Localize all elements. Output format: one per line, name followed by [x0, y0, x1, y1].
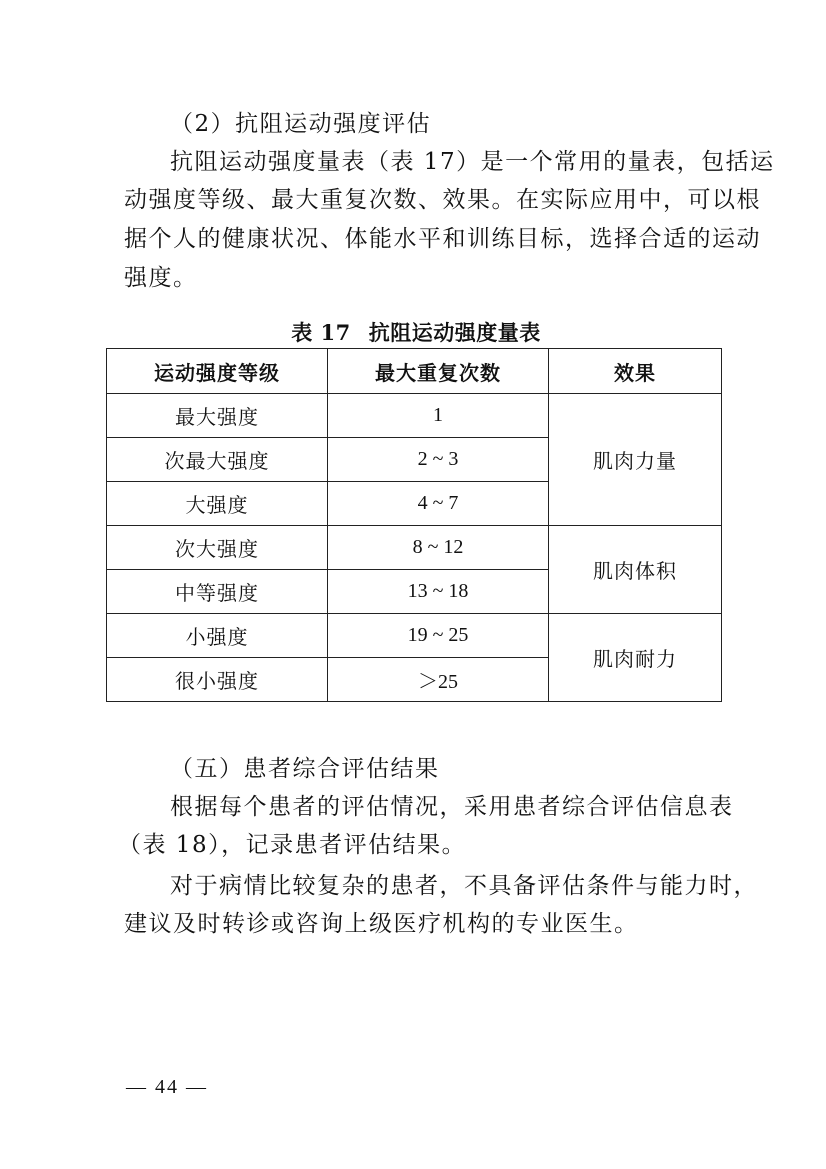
intensity-level-cell: 中等强度 [107, 570, 328, 614]
paragraph-line: 建议及时转诊或咨询上级医疗机构的专业医生。 [124, 911, 639, 937]
max-reps-cell: 13 ~ 18 [328, 570, 549, 614]
intensity-level-cell: 很小强度 [107, 658, 328, 702]
effect-cell: 肌肉耐力 [549, 614, 722, 702]
paragraph-line: 根据每个患者的评估情况，采用患者综合评估信息表 [170, 794, 734, 820]
paragraph-line: 抗阻运动强度量表（表 17）是一个常用的量表，包括运 [170, 149, 775, 175]
intensity-level-cell: 次大强度 [107, 526, 328, 570]
section-heading: （五）患者综合评估结果 [170, 756, 440, 782]
table-caption-label: 表 17 [291, 320, 351, 345]
header-intensity-level: 运动强度等级 [107, 349, 328, 394]
paragraph-line: 对于病情比较复杂的患者，不具备评估条件与能力时， [170, 873, 758, 899]
header-max-reps: 最大重复次数 [328, 349, 549, 394]
resistance-intensity-table [106, 348, 722, 702]
paragraph-line: （表 18），记录患者评估结果。 [118, 832, 467, 858]
effect-cell: 肌肉体积 [549, 526, 722, 614]
table-row [107, 526, 722, 570]
paragraph-line: 据个人的健康状况、体能水平和训练目标，选择合适的运动 [124, 226, 761, 252]
table-header-row [107, 349, 722, 394]
table-caption-title: 抗阻运动强度量表 [368, 320, 541, 345]
max-reps-cell: ＞25 [328, 658, 549, 702]
paragraph-line: 强度。 [124, 265, 198, 291]
max-reps-cell: 2 ~ 3 [328, 438, 549, 482]
effect-cell: 肌肉力量 [549, 394, 722, 526]
table-row [107, 614, 722, 658]
table-caption [0, 318, 826, 348]
max-reps-cell: 19 ~ 25 [328, 614, 549, 658]
section-heading: （2）抗阻运动强度评估 [170, 111, 432, 137]
intensity-level-cell: 最大强度 [107, 394, 328, 438]
max-reps-cell: 4 ~ 7 [328, 482, 549, 526]
page-number: — 44 — [126, 1076, 208, 1098]
intensity-level-cell: 小强度 [107, 614, 328, 658]
max-reps-cell: 8 ~ 12 [328, 526, 549, 570]
intensity-level-cell: 大强度 [107, 482, 328, 526]
table-row [107, 394, 722, 438]
paragraph-line: 动强度等级、最大重复次数、效果。在实际应用中，可以根 [124, 187, 761, 213]
max-reps-cell: 1 [328, 394, 549, 438]
intensity-level-cell: 次最大强度 [107, 438, 328, 482]
header-effect: 效果 [549, 349, 722, 394]
